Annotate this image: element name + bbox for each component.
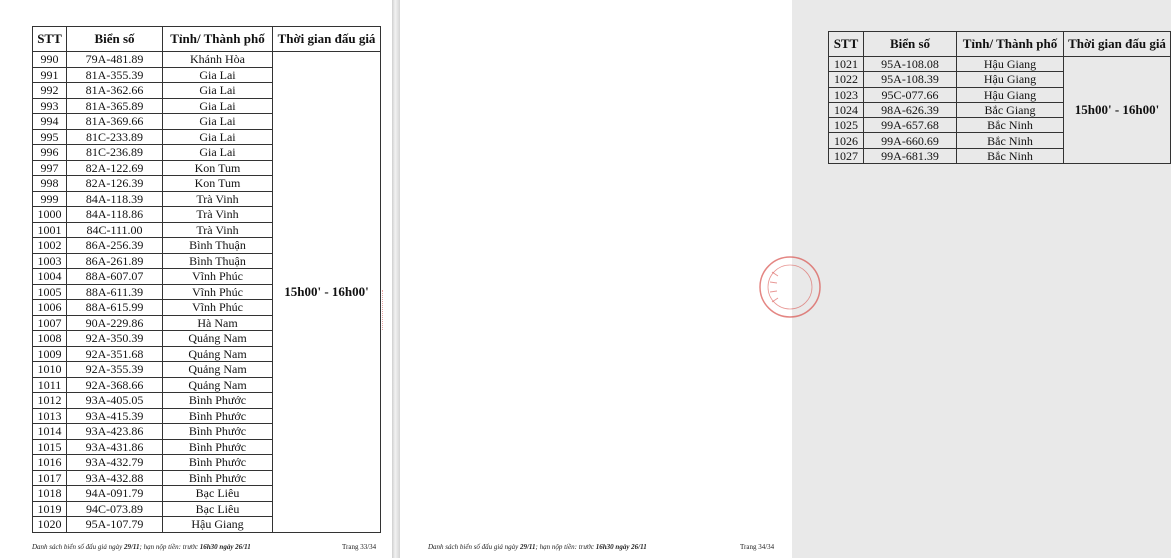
header-stt: STT (829, 32, 864, 57)
cell-plate: 92A-350.39 (67, 331, 163, 347)
footer-deadline: 16h30 ngày 26/11 (595, 543, 647, 551)
table-body-left (33, 52, 381, 533)
header-stt: STT (33, 27, 67, 52)
cell-plate: 81A-362.66 (67, 83, 163, 99)
cell-province: Gia Lai (163, 145, 273, 161)
cell-stt: 1002 (33, 238, 67, 254)
cell-plate: 94C-073.89 (67, 501, 163, 517)
cell-province: Bình Phước (163, 439, 273, 455)
cell-stt: 996 (33, 145, 67, 161)
footer-middle: ; hạn nộp tiền: trước (535, 543, 596, 551)
cell-province: Quảng Nam (163, 377, 273, 393)
cell-plate: 92A-355.39 (67, 362, 163, 378)
cell-stt: 991 (33, 67, 67, 83)
cell-province: Bình Phước (163, 393, 273, 409)
stamp-edge-mark (382, 290, 386, 330)
cell-stt: 992 (33, 83, 67, 99)
cell-plate: 93A-405.05 (67, 393, 163, 409)
header-time: Thời gian đấu giá (273, 27, 381, 52)
cell-province: Vĩnh Phúc (163, 269, 273, 285)
table-header-row (33, 27, 381, 52)
cell-time-slot: 15h00' - 16h00' (1064, 57, 1171, 164)
page-number-left: Trang 33/34 (342, 543, 377, 551)
cell-plate: 88A-615.99 (67, 300, 163, 316)
cell-province: Bắc Ninh (957, 148, 1064, 163)
cell-stt: 1016 (33, 455, 67, 471)
cell-plate: 92A-368.66 (67, 377, 163, 393)
cell-province: Bắc Ninh (957, 133, 1064, 148)
cell-province: Vĩnh Phúc (163, 300, 273, 316)
cell-plate: 93A-432.79 (67, 455, 163, 471)
cell-province: Gia Lai (163, 83, 273, 99)
cell-province: Vĩnh Phúc (163, 284, 273, 300)
cell-stt: 1024 (829, 102, 864, 117)
cell-stt: 1010 (33, 362, 67, 378)
cell-province: Hậu Giang (957, 57, 1064, 72)
page-gutter (392, 0, 400, 558)
cell-plate: 81A-365.89 (67, 98, 163, 114)
footer-note-left (32, 543, 251, 551)
cell-stt: 1018 (33, 486, 67, 502)
cell-stt: 1019 (33, 501, 67, 517)
cell-plate: 84C-111.00 (67, 222, 163, 238)
cell-plate: 82A-126.39 (67, 176, 163, 192)
cell-province: Bình Phước (163, 408, 273, 424)
cell-plate: 84A-118.39 (67, 191, 163, 207)
cell-province: Trà Vinh (163, 191, 273, 207)
cell-plate: 95A-108.08 (864, 57, 957, 72)
cell-stt: 999 (33, 191, 67, 207)
footer-middle: ; hạn nộp tiền: trước (139, 543, 200, 551)
cell-province: Trà Vinh (163, 207, 273, 223)
cell-stt: 1005 (33, 284, 67, 300)
cell-plate: 81A-355.39 (67, 67, 163, 83)
cell-plate: 93A-432.88 (67, 470, 163, 486)
cell-stt: 1013 (33, 408, 67, 424)
cell-province: Hà Nam (163, 315, 273, 331)
footer-prefix: Danh sách biển số đấu giá ngày (32, 543, 124, 551)
cell-province: Bình Phước (163, 455, 273, 471)
header-province: Tỉnh/ Thành phố (163, 27, 273, 52)
cell-plate: 99A-657.68 (864, 118, 957, 133)
cell-stt: 1027 (829, 148, 864, 163)
cell-plate: 88A-611.39 (67, 284, 163, 300)
cell-province: Bình Thuận (163, 238, 273, 254)
cell-plate: 95C-077.66 (864, 87, 957, 102)
cell-stt: 990 (33, 52, 67, 68)
cell-stt: 1004 (33, 269, 67, 285)
cell-plate: 98A-626.39 (864, 102, 957, 117)
cell-plate: 81A-369.66 (67, 114, 163, 130)
cell-stt: 998 (33, 176, 67, 192)
cell-plate: 82A-122.69 (67, 160, 163, 176)
cell-plate: 88A-607.07 (67, 269, 163, 285)
cell-province: Hậu Giang (957, 72, 1064, 87)
cell-province: Bắc Ninh (957, 118, 1064, 133)
cell-plate: 86A-261.89 (67, 253, 163, 269)
cell-plate: 93A-415.39 (67, 408, 163, 424)
cell-plate: 99A-660.69 (864, 133, 957, 148)
cell-province: Trà Vinh (163, 222, 273, 238)
plate-table-left (32, 26, 381, 533)
cell-province: Gia Lai (163, 67, 273, 83)
cell-province: Quảng Nam (163, 362, 273, 378)
document-page-left (0, 0, 392, 558)
document-page-right (400, 0, 1166, 558)
cell-stt: 1003 (33, 253, 67, 269)
cell-province: Gia Lai (163, 98, 273, 114)
cell-stt: 1006 (33, 300, 67, 316)
cell-plate: 94A-091.79 (67, 486, 163, 502)
cell-plate: 81C-233.89 (67, 129, 163, 145)
cell-stt: 1011 (33, 377, 67, 393)
cell-stt: 1008 (33, 331, 67, 347)
cell-stt: 1025 (829, 118, 864, 133)
cell-stt: 1014 (33, 424, 67, 440)
cell-plate: 90A-229.86 (67, 315, 163, 331)
cell-stt: 1009 (33, 346, 67, 362)
cell-plate: 84A-118.86 (67, 207, 163, 223)
cell-province: Bình Phước (163, 470, 273, 486)
cell-province: Hậu Giang (957, 87, 1064, 102)
cell-province: Gia Lai (163, 114, 273, 130)
cell-time-slot: 15h00' - 16h00' (273, 52, 381, 533)
cell-stt: 1022 (829, 72, 864, 87)
cell-province: Bạc Liêu (163, 501, 273, 517)
cell-plate: 86A-256.39 (67, 238, 163, 254)
cell-stt: 1017 (33, 470, 67, 486)
cell-plate: 95A-107.79 (67, 517, 163, 533)
footer-prefix: Danh sách biển số đấu giá ngày (428, 543, 520, 551)
cell-plate: 93A-431.86 (67, 439, 163, 455)
cell-province: Gia Lai (163, 129, 273, 145)
page-number-right: Trang 34/34 (740, 543, 775, 551)
table-body-right (829, 57, 1171, 164)
cell-stt: 1021 (829, 57, 864, 72)
footer-note-right (428, 543, 647, 551)
plate-table-right (828, 31, 1171, 164)
cell-stt: 1000 (33, 207, 67, 223)
cell-province: Hậu Giang (163, 517, 273, 533)
cell-stt: 1023 (829, 87, 864, 102)
cell-stt: 993 (33, 98, 67, 114)
header-plate: Biển số (864, 32, 957, 57)
header-plate: Biển số (67, 27, 163, 52)
cell-stt: 995 (33, 129, 67, 145)
cell-province: Khánh Hòa (163, 52, 273, 68)
cell-plate: 93A-423.86 (67, 424, 163, 440)
table-row (33, 52, 381, 68)
header-time: Thời gian đấu giá (1064, 32, 1171, 57)
cell-plate: 95A-108.39 (864, 72, 957, 87)
cell-stt: 1020 (33, 517, 67, 533)
cell-stt: 997 (33, 160, 67, 176)
cell-province: Kon Tum (163, 176, 273, 192)
cell-stt: 1026 (829, 133, 864, 148)
cell-stt: 1015 (33, 439, 67, 455)
table-row (829, 57, 1171, 72)
cell-stt: 1012 (33, 393, 67, 409)
cell-stt: 994 (33, 114, 67, 130)
cell-province: Quảng Nam (163, 346, 273, 362)
cell-plate: 81C-236.89 (67, 145, 163, 161)
footer-date: 29/11 (519, 543, 536, 551)
cell-plate: 99A-681.39 (864, 148, 957, 163)
cell-stt: 1001 (33, 222, 67, 238)
cell-province: Quảng Nam (163, 331, 273, 347)
cell-province: Bình Phước (163, 424, 273, 440)
cell-plate: 79A-481.89 (67, 52, 163, 68)
red-seal-partial-icon (750, 252, 792, 322)
cell-province: Bạc Liêu (163, 486, 273, 502)
cell-province: Bắc Giang (957, 102, 1064, 117)
cell-stt: 1007 (33, 315, 67, 331)
cell-province: Kon Tum (163, 160, 273, 176)
header-province: Tỉnh/ Thành phố (957, 32, 1064, 57)
cell-province: Bình Thuận (163, 253, 273, 269)
footer-deadline: 16h30 ngày 26/11 (199, 543, 251, 551)
cell-plate: 92A-351.68 (67, 346, 163, 362)
table-header-row (829, 32, 1171, 57)
footer-date: 29/11 (123, 543, 140, 551)
